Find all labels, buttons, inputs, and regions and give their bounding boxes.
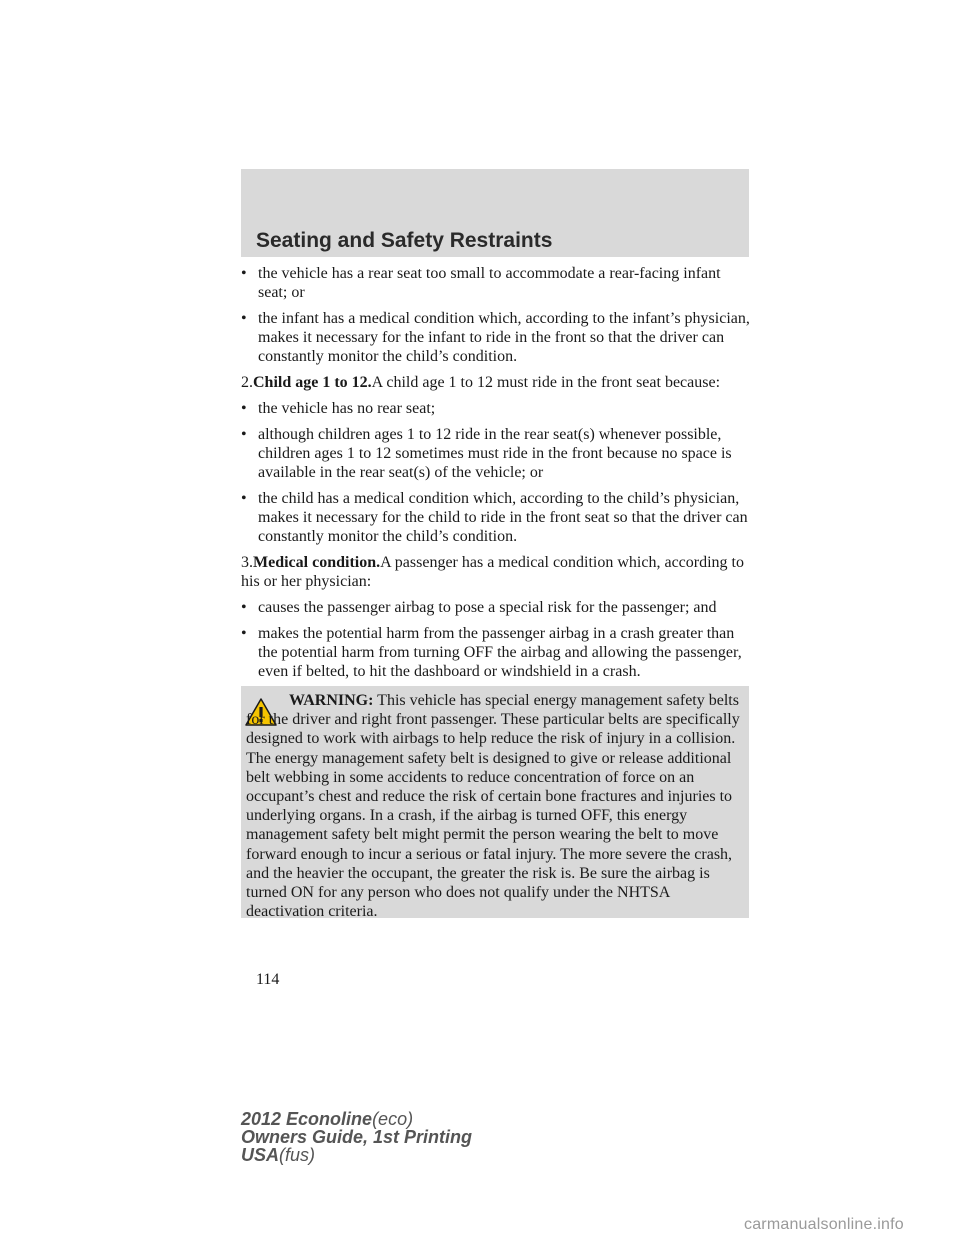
footer-model-code: (eco) [372,1109,414,1129]
bullet-icon: • [241,490,247,507]
bullet-icon: • [241,400,247,417]
section-title: Seating and Safety Restraints [256,229,553,252]
item-heading: Child age 1 to 12. [253,374,372,391]
list-item [241,264,751,302]
list-item [241,598,751,617]
footer-line-3 [241,1146,472,1164]
list-item-text: the infant has a medical condition which, according to the infant’s physician, makes it necessary for the infant to ride in the front so that the driver can constantly monitor the child’s condition. [258,310,750,365]
list-item-text: the vehicle has no rear seat; [258,400,436,417]
numbered-item-3 [241,553,751,591]
footer-model: 2012 Econoline [241,1109,373,1129]
list-item [241,425,751,482]
list-item [241,489,751,546]
list-item [241,399,751,418]
list-item-text: although children ages 1 to 12 ride in the rear seat(s) whenever possible, children ages 1 to 12 sometimes must ride in the front because no space is available in the rear seat(s) of the vehicle; or [258,426,732,481]
list-item [241,309,751,366]
list-item-text: the vehicle has a rear seat too small to accommodate a rear-facing infant seat; or [258,265,721,301]
watermark: carmanualsonline.info [744,1216,904,1233]
footer-line-2: Owners Guide, 1st Printing [241,1127,473,1147]
bullet-icon: • [241,625,247,642]
bullet-icon: • [241,599,247,616]
item-heading: Medical condition. [253,554,381,571]
bullet-icon: • [241,426,247,443]
main-content [241,264,751,688]
bullet-icon: • [241,310,247,327]
list-item-text: causes the passenger airbag to pose a special risk for the passenger; and [258,599,717,616]
list-item [241,624,751,681]
footer [241,1110,472,1164]
warning-label: WARNING: [289,692,374,709]
list-item-text: the child has a medical condition which, according to the child’s physician, makes it necessary for the child to ride in the front seat so that the driver can constantly monitor the child’s condition. [258,490,748,545]
page-number: 114 [256,971,280,988]
footer-market-code: (fus) [279,1145,316,1165]
warning-text [246,691,746,921]
item-text: A child age 1 to 12 must ride in the front seat because: [371,374,721,391]
footer-line-1 [241,1110,472,1128]
bullet-icon: • [241,265,247,282]
numbered-item-2 [241,373,751,392]
footer-market: USA [241,1145,280,1165]
item-number: 2. [241,374,253,391]
warning-body: This vehicle has special energy management safety belts for the driver and right front passenger. These particular belts are specifically designed to work with airbags to help reduce the risk of injury in a collision. The energy management safety belt is designed to give or release additional belt webbing in some accidents to reduce concentration of force on an occupant’s chest and reduce the risk of certain bone fractures and injuries to underlying organs. In a crash, if the airbag is turned OFF, this energy management safety belt might permit the person wearing the belt to move forward enough to incur a serious or fatal injury. The more severe the crash, and the heavier the occupant, the greater the risk is. Be sure the airbag is turned ON for any person who does not qualify under the NHTSA deactivation criteria. [246,692,740,921]
item-number: 3. [241,554,253,571]
item-text: A passenger has a medical condition which, according to his or her physician: [241,554,744,590]
list-item-text: makes the potential harm from the passenger airbag in a crash greater than the potential harm from turning OFF the airbag and allowing the passenger, even if belted, to hit the dashboard or windshield in a crash. [258,625,742,680]
